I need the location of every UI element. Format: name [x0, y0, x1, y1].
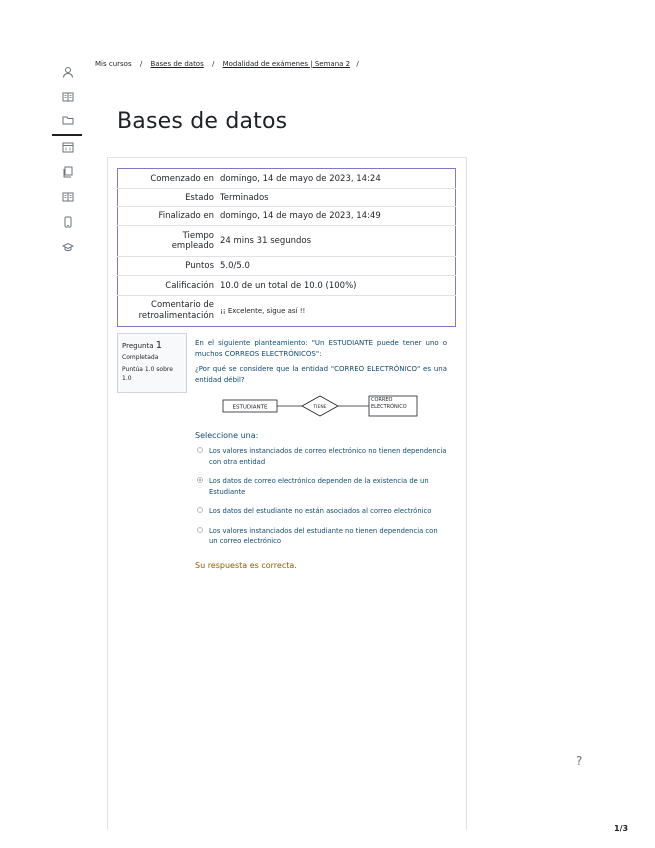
graduation-cap-icon[interactable]: [62, 241, 74, 253]
breadcrumb-item-section[interactable]: Modalidad de exámenes | Semana 2: [222, 60, 351, 68]
summary-value: 24 mins 31 segundos: [216, 226, 456, 257]
answer-feedback: Su respuesta es correcta.: [195, 561, 297, 570]
radio-button-selected[interactable]: [197, 477, 203, 483]
summary-label: Comentario de retroalimentación: [118, 296, 217, 327]
breadcrumb-separator: /: [356, 60, 359, 68]
radio-button[interactable]: [197, 527, 203, 533]
answer-option-text: Los valores instanciados de correo electrónico no tienen dependencia con otra entidad: [209, 447, 447, 466]
summary-row: [118, 226, 456, 257]
answer-option[interactable]: [197, 506, 447, 517]
answer-options: [197, 446, 447, 556]
summary-label: Comenzado en: [150, 173, 214, 184]
summary-label: Estado: [118, 189, 217, 207]
entity-left-label: ESTUDIANTE: [232, 404, 268, 411]
radio-button[interactable]: [197, 447, 203, 453]
mobile-icon[interactable]: [62, 216, 74, 228]
summary-row: [118, 276, 456, 296]
summary-label: Puntos: [118, 257, 217, 276]
help-icon[interactable]: ?: [576, 754, 583, 768]
summary-value: 10.0 de un total de 10.0 (100%): [216, 276, 456, 296]
answer-option[interactable]: [197, 526, 447, 547]
active-indicator: [52, 134, 82, 136]
summary-row: [118, 296, 456, 327]
answer-prompt: Seleccione una:: [195, 431, 259, 440]
answer-option-text: Los datos de correo electrónico dependen de la existencia de un Estudiante: [209, 477, 429, 496]
answer-option-text: Los valores instanciados del estudiante no tienen dependencia con un correo electrónico: [209, 526, 438, 546]
summary-value: ¡¡ Excelente, sigue así !!: [216, 296, 456, 327]
breadcrumb-separator: /: [139, 60, 143, 68]
summary-row: [118, 257, 456, 276]
summary-value: domingo, 14 de mayo de 2023, 14:24: [220, 173, 381, 184]
breadcrumb-item-mis-cursos[interactable]: Mis cursos: [95, 60, 132, 68]
question-text: [195, 338, 447, 390]
summary-label: Calificación: [118, 276, 217, 296]
answer-option[interactable]: [197, 446, 447, 467]
page-title: Bases de datos: [117, 109, 288, 134]
book-icon[interactable]: [62, 91, 74, 103]
question-info: [117, 333, 187, 393]
book-icon[interactable]: [62, 191, 74, 203]
question-statement: En el siguiente planteamiento: "Un ESTUDIANTE puede tener uno o muchos CORREOS ELECTRÓNICOS":: [195, 339, 447, 358]
answer-option-text: Los datos del estudiante no están asociados al correo electrónico: [209, 507, 432, 516]
folder-icon[interactable]: [62, 114, 74, 126]
summary-row: [118, 169, 456, 189]
question-state: Completada: [122, 354, 159, 361]
summary-row: [118, 189, 456, 207]
er-diagram: [222, 394, 422, 418]
attempt-summary-table: [117, 168, 456, 327]
question-query: ¿Por qué se considere que la entidad "CORREO ELECTRÓNICO" es una entidad débil?: [195, 365, 447, 384]
summary-value: domingo, 14 de mayo de 2023, 14:49: [216, 207, 456, 226]
summary-row: [118, 207, 456, 226]
summary-value: 5.0/5.0: [216, 257, 456, 276]
breadcrumb-item-course[interactable]: Bases de datos: [150, 60, 204, 68]
question-score: Puntúa 1.0 sobre 1.0: [122, 366, 173, 382]
entity-right-label: CORREO ELECTRÓNICO: [371, 397, 407, 410]
breadcrumb-separator: /: [211, 60, 215, 68]
relationship-label: TIENE: [313, 405, 327, 410]
breadcrumb: [95, 60, 359, 68]
summary-value: Terminados: [216, 189, 456, 207]
radio-button[interactable]: [197, 507, 203, 513]
summary-label: Finalizado en: [118, 207, 217, 226]
question-number: Pregunta 1: [122, 340, 163, 351]
summary-label: Tiempo empleado: [118, 226, 217, 257]
answer-option[interactable]: [197, 476, 447, 497]
copy-icon[interactable]: [62, 166, 74, 178]
calendar-icon[interactable]: [62, 141, 74, 153]
page-number: 1/3: [614, 824, 629, 833]
user-icon[interactable]: [62, 66, 74, 78]
